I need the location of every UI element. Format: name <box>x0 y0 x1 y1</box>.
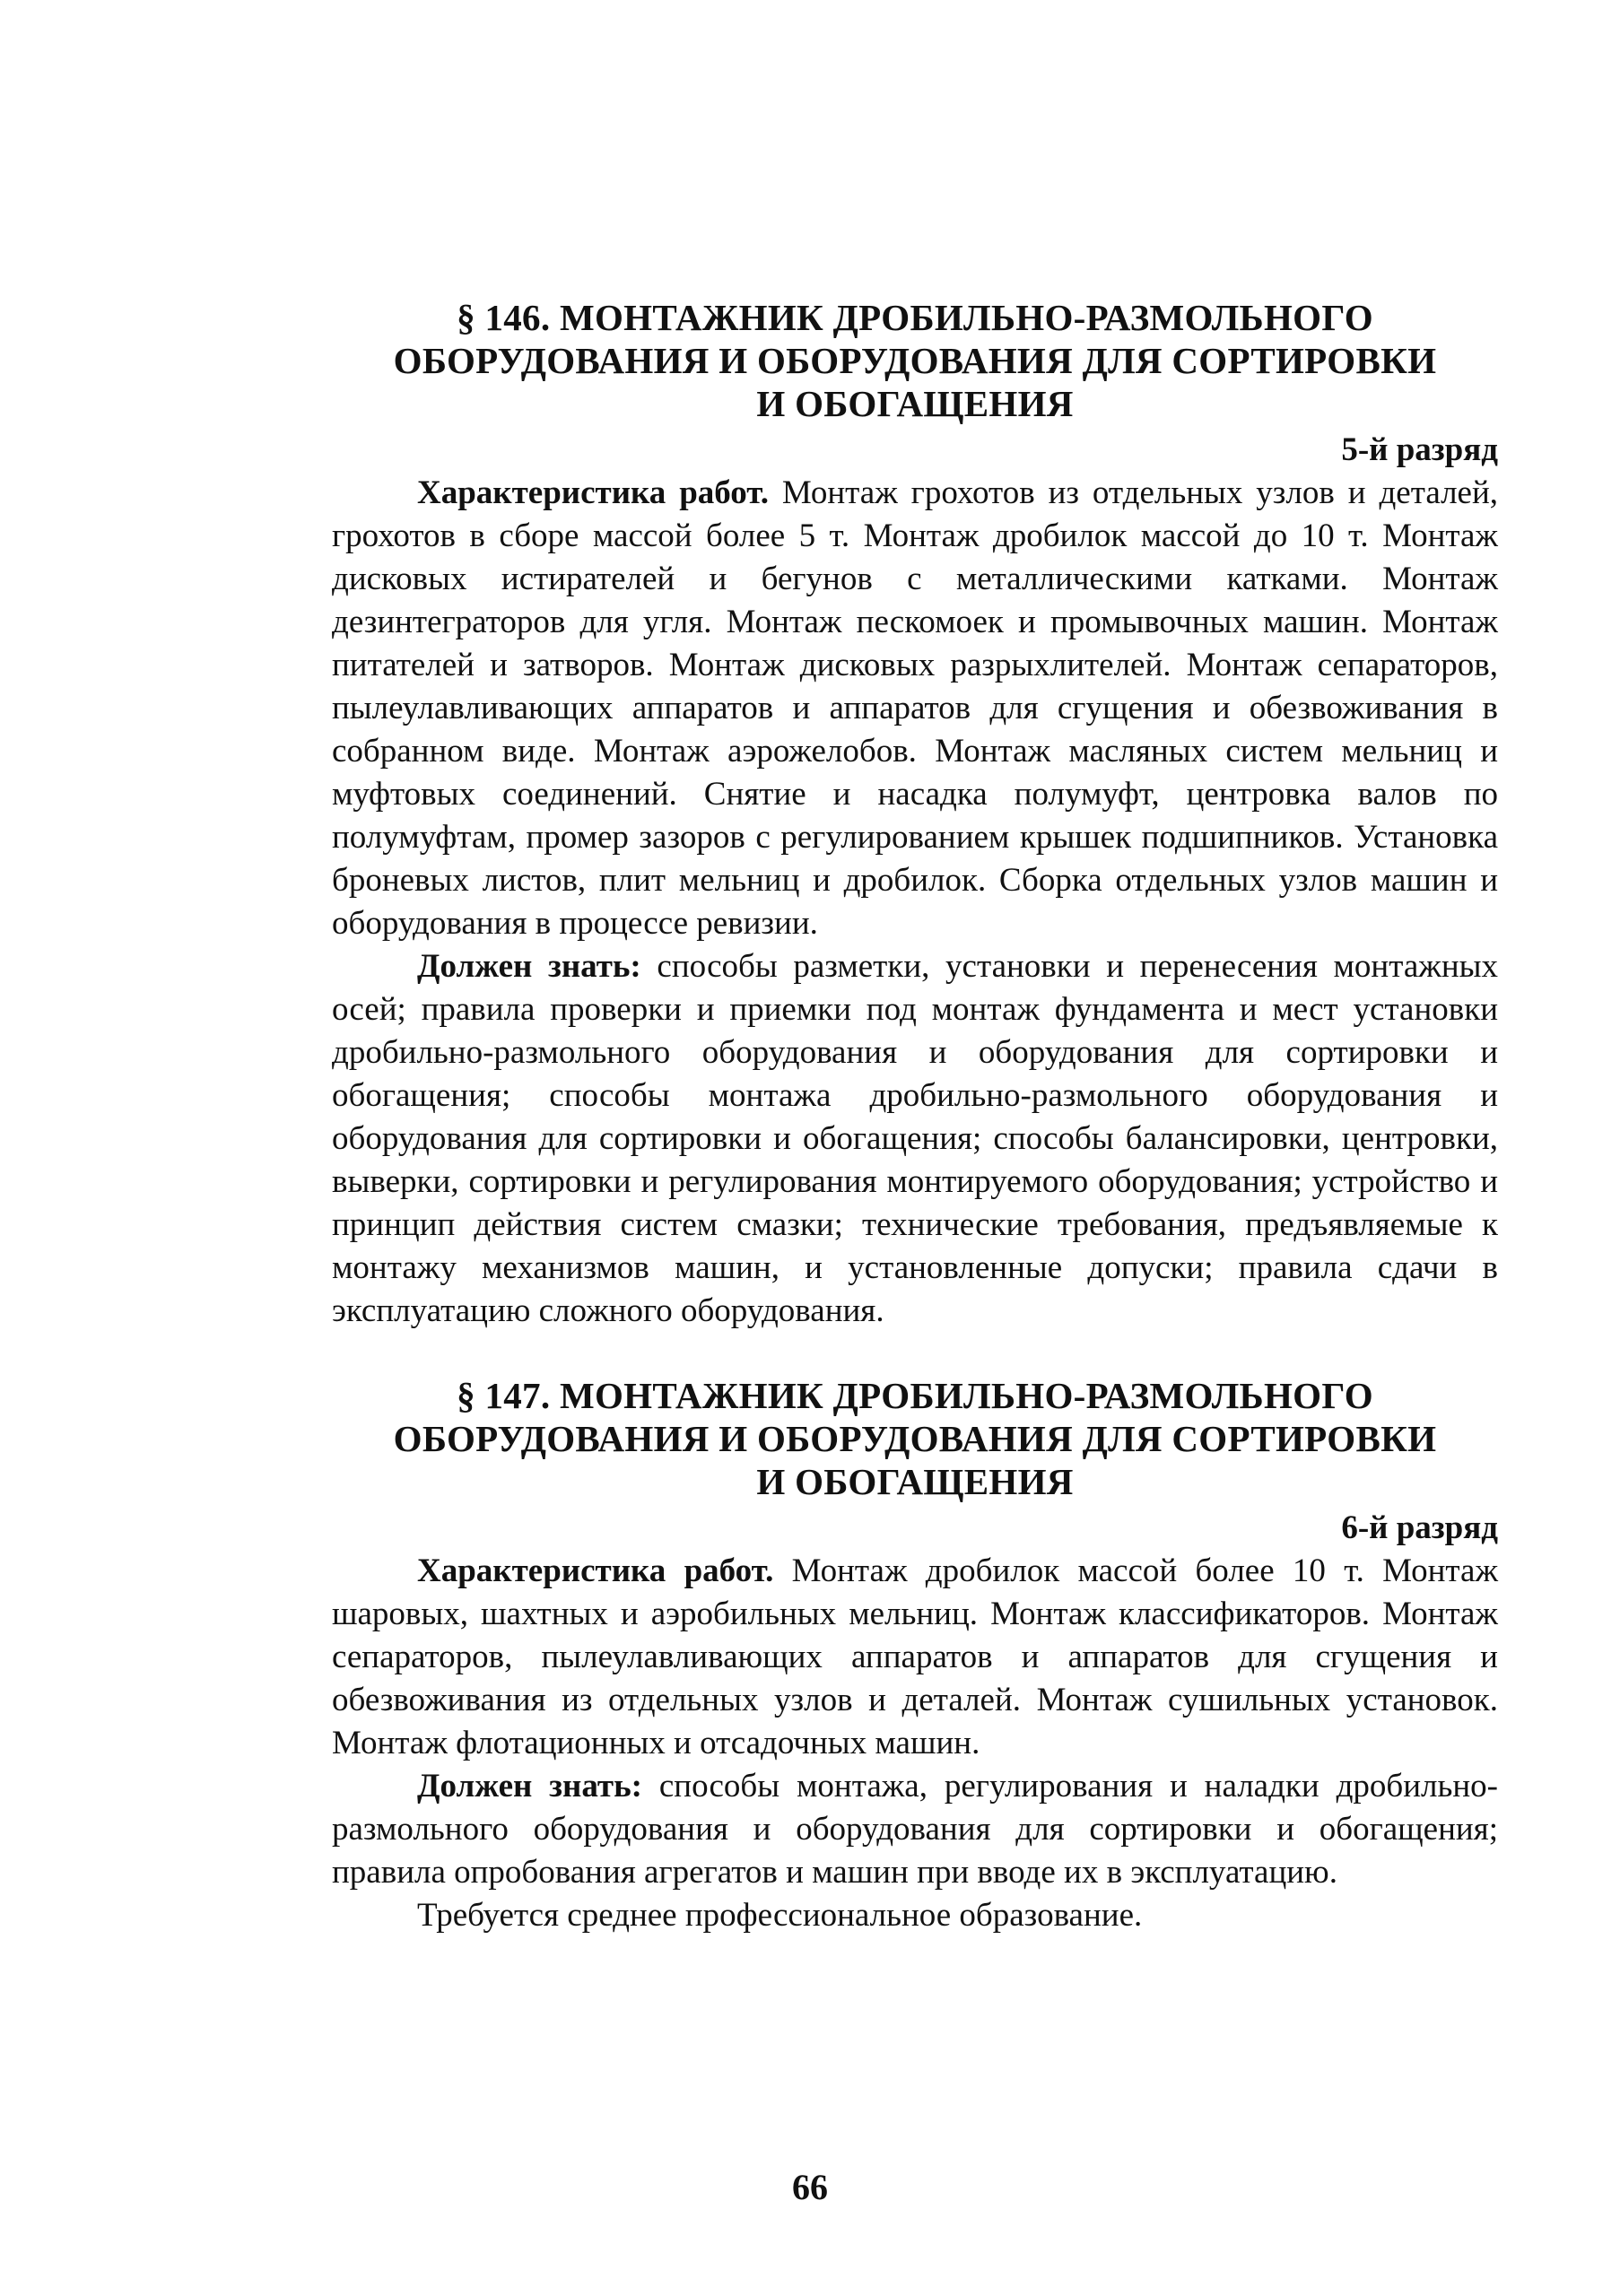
grade-label: 5-й разряд <box>1341 431 1498 468</box>
page-number: 66 <box>792 2167 828 2207</box>
paragraph-text: Требуется среднее профессиональное образование. <box>417 1897 1143 1934</box>
section-title-line: ОБОРУДОВАНИЯ И ОБОРУДОВАНИЯ ДЛЯ СОРТИРОВКИ <box>393 340 1437 381</box>
paragraph-text: Монтаж дробилок массой более 10 т. Монтаж шаровых, шахтных и аэробильных мельниц. Монтаж классификаторов. Монтаж сепараторов, пылеулавливающих аппаратов и аппаратов для сгущения и обезвоживания из отдельных узлов и деталей. Монтаж сушильных установок. Монтаж флотационных и отсадочных машин. <box>332 1552 1499 1761</box>
must-know-paragraph <box>332 1765 1498 1894</box>
section-title-line: И ОБОГАЩЕНИЯ <box>756 383 1074 424</box>
document-page <box>332 296 1498 1937</box>
section-title-line: § 146. МОНТАЖНИК ДРОБИЛЬНО-РАЗМОЛЬНОГО <box>457 297 1373 338</box>
grade-label: 6-й разряд <box>1341 1509 1498 1546</box>
education-requirement-paragraph <box>332 1894 1498 1937</box>
must-know-paragraph <box>332 945 1498 1333</box>
section-spacer <box>332 1333 1498 1374</box>
section-147 <box>332 1374 1498 1937</box>
section-title-line: § 147. МОНТАЖНИК ДРОБИЛЬНО-РАЗМОЛЬНОГО <box>457 1375 1373 1416</box>
paragraph-lead: Должен знать: <box>417 948 641 985</box>
paragraph-lead: Характеристика работ. <box>417 474 769 511</box>
paragraph-lead: Должен знать: <box>417 1768 642 1805</box>
work-characteristics-paragraph <box>332 472 1498 945</box>
paragraph-text: Монтаж грохотов из отдельных узлов и деталей, грохотов в сборе массой более 5 т. Монтаж дробилок массой до 10 т. Монтаж дисковых истирателей и бегунов с металлическими катками. Монтаж дезинтеграторов для угля. Монтаж пескомоек и промывочных машин. Монтаж питателей и затворов. Монтаж дисковых разрыхлителей. Монтаж сепараторов, пылеулавливающих аппаратов и аппаратов для сгущения и обезвоживания в собранном виде. Монтаж аэрожелобов. Монтаж масляных систем мельниц и муфтовых соединений. Снятие и насадка полумуфт, центровка валов по полумуфтам, промер зазоров с регулированием крышек подшипников. Установка броневых листов, плит мельниц и дробилок. Сборка отдельных узлов машин и оборудования в процессе ревизии. <box>332 474 1499 942</box>
work-characteristics-paragraph <box>332 1550 1498 1765</box>
paragraph-text: способы монтажа, регулирования и наладки дробильно-размольного оборудования и оборудования для сортировки и обогащения; правила опробования агрегатов и машин при вводе их в эксплуатацию. <box>332 1768 1498 1891</box>
section-title <box>332 1374 1498 1503</box>
paragraph-lead: Характеристика работ. <box>417 1552 774 1589</box>
paragraph-text: способы разметки, установки и перенесения монтажных осей; правила проверки и приемки под монтаж фундамента и мест установки дробильно-размольного оборудования и оборудования для сортировки и обогащения; способы монтажа дробильно-размольного оборудования и оборудования для сортировки и обогащения; способы балансировки, центровки, выверки, сортировки и регулирования монтируемого оборудования; устройство и принцип действия систем смазки; технические требования, предъявляемые к монтажу механизмов машин, и установленные допуски; правила сдачи в эксплуатацию сложного оборудования. <box>332 948 1498 1329</box>
section-title-line: И ОБОГАЩЕНИЯ <box>756 1461 1074 1502</box>
section-146 <box>332 296 1498 1333</box>
section-title-line: ОБОРУДОВАНИЯ И ОБОРУДОВАНИЯ ДЛЯ СОРТИРОВКИ <box>393 1418 1437 1459</box>
section-title <box>332 296 1498 425</box>
